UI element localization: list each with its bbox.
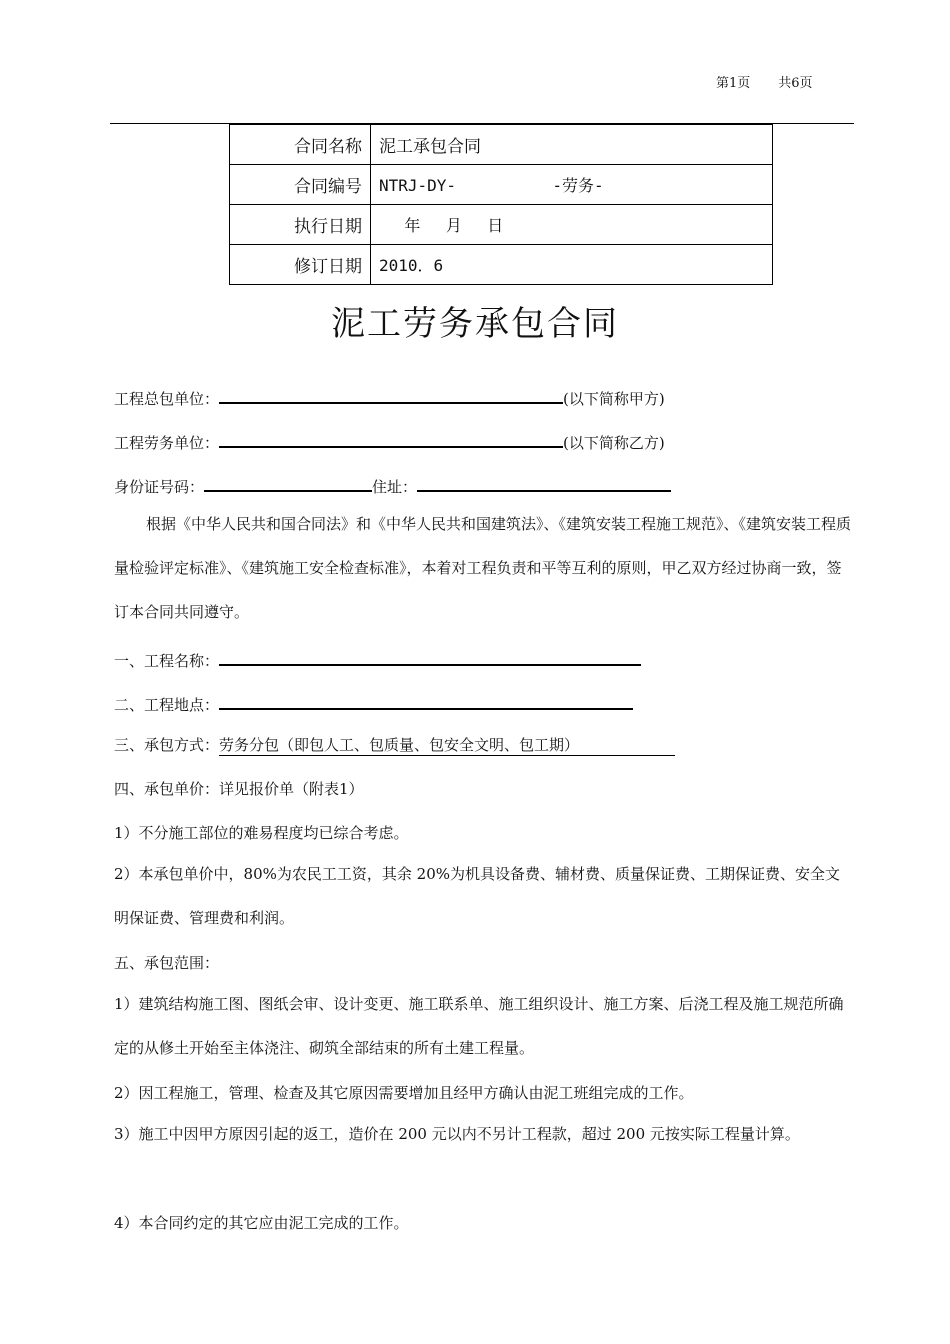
contract-mode-value: 劳务分包（即包人工、包质量、包安全文明、包工期） — [219, 734, 675, 756]
labor-unit-line — [114, 428, 665, 453]
table-row — [230, 165, 773, 205]
labor-unit-label: 工程劳务单位： — [114, 434, 220, 452]
project-location-label: 二、工程地点： — [114, 696, 220, 714]
contractor-line — [114, 384, 665, 409]
effective-date-value: 年 月 日 — [371, 205, 773, 245]
address-label: 住址： — [372, 478, 418, 496]
effective-date-label: 执行日期 — [230, 205, 371, 245]
scope-item-1: 1）建筑结构施工图、图纸会审、设计变更、施工联系单、施工组织设计、施工方案、后浇工程及施工规范所确定的从修土开始至主体浇注、砌筑全部结束的所有土建工程量。 — [114, 995, 844, 1057]
contractor-suffix: (以下简称甲方) — [563, 390, 665, 408]
unit-price-note-1: 1）不分施工部位的难易程度均已综合考虑。 — [114, 824, 409, 842]
table-row — [230, 125, 773, 165]
table-row — [230, 205, 773, 245]
contract-info-table — [229, 124, 773, 285]
contract-mode-line — [114, 734, 675, 756]
scope-item-4: 4）本合同约定的其它应由泥工完成的工作。 — [114, 1214, 409, 1232]
table-row — [230, 245, 773, 285]
scope-heading: 五、承包范围： — [114, 954, 220, 972]
project-name-line — [114, 646, 641, 671]
page-title: 泥工劳务承包合同 — [331, 304, 619, 344]
id-number-label: 身份证号码： — [114, 478, 205, 496]
contractor-label: 工程总包单位： — [114, 390, 220, 408]
project-name-blank — [219, 646, 641, 666]
page-current: 第1页 — [716, 76, 751, 91]
unit-price-note-2: 2）本承包单价中，80%为农民工工资，其余 20%为机具设备费、辅材费、质量保证费、工期保证费、安全文明保证费、管理费和利润。 — [114, 865, 840, 927]
revision-date-label: 修订日期 — [230, 245, 371, 285]
contract-number-value: NTRJ-DY- -劳务- — [371, 165, 773, 205]
project-name-label: 一、工程名称： — [114, 652, 220, 670]
scope-item-2: 2）因工程施工，管理、检查及其它原因需要增加且经甲方确认由泥工班组完成的工作。 — [114, 1084, 694, 1102]
intro-paragraph: 根据《中华人民共和国合同法》和《中华人民共和国建筑法》、《建筑安装工程施工规范》、《建筑安装工程质量检验评定标准》、《建筑施工安全检查标准》，本着对工程负责和平等互利的原则，甲乙双方经过协商一致，签订本合同共同遵守。 — [114, 515, 852, 621]
id-address-line — [114, 472, 671, 497]
page-number — [716, 72, 841, 91]
page-total: 共6页 — [778, 76, 813, 91]
project-location-blank — [219, 690, 633, 710]
unit-price-line: 四、承包单价：详见报价单（附表1） — [114, 780, 364, 798]
contract-name-value: 泥工承包合同 — [371, 125, 773, 165]
address-blank — [417, 472, 671, 492]
contract-name-label: 合同名称 — [230, 125, 371, 165]
contract-mode-label: 三、承包方式： — [114, 736, 220, 754]
project-location-line — [114, 690, 633, 715]
labor-unit-blank — [219, 428, 563, 448]
scope-item-3: 3）施工中因甲方原因引起的返工，造价在 200 元以内不另计工程款，超过 200 元按实际工程量计算。 — [114, 1125, 800, 1143]
revision-date-value: 2010．6 — [371, 245, 773, 285]
contract-number-label: 合同编号 — [230, 165, 371, 205]
id-number-blank — [204, 472, 372, 492]
contractor-blank — [219, 384, 563, 404]
labor-unit-suffix: (以下简称乙方) — [563, 434, 665, 452]
